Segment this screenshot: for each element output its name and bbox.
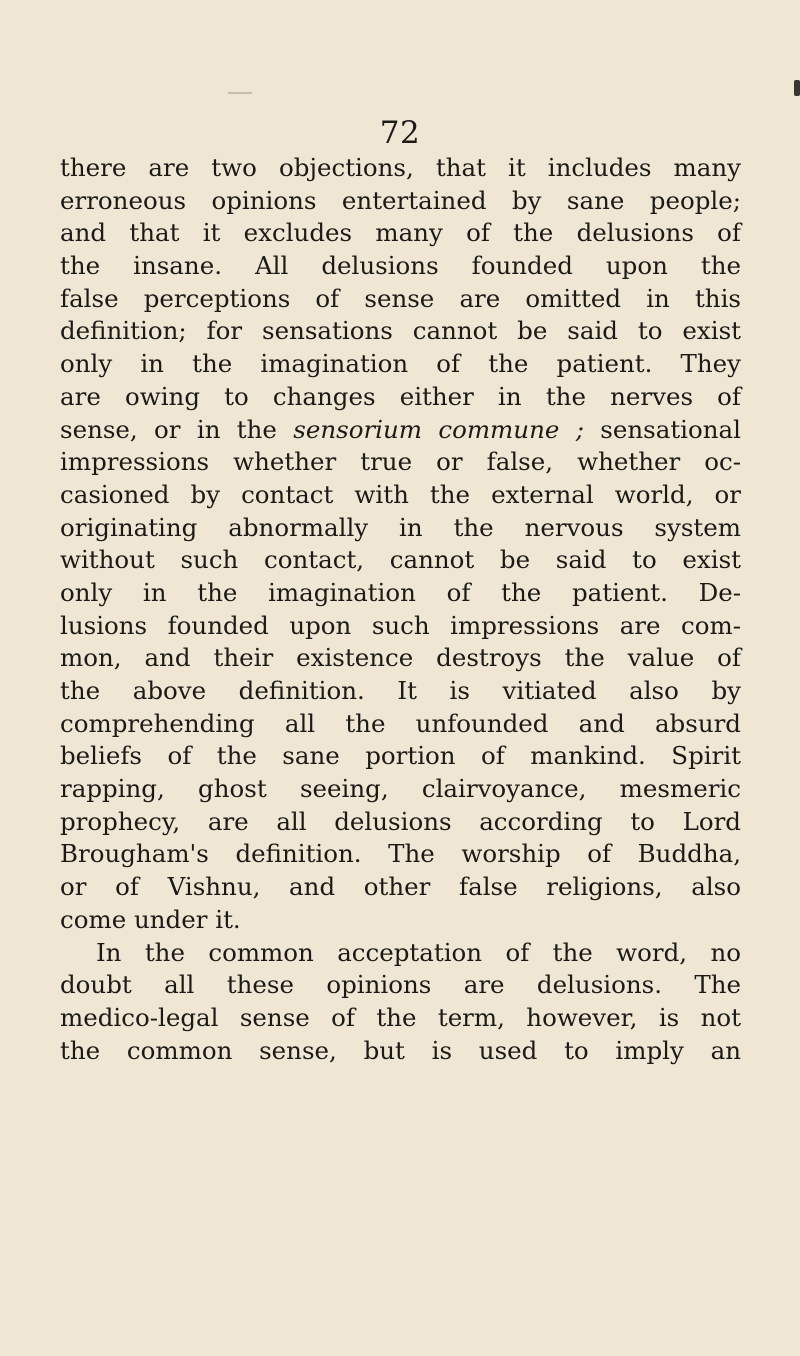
text-line: beliefs of the sane portion of mankind. Spirit xyxy=(60,741,741,771)
text-line: medico-legal sense of the term, however, is not xyxy=(60,1002,741,1032)
text-line: rapping, ghost seeing, clairvoyance, mesmeric xyxy=(60,774,741,804)
text-line: without such contact, cannot be said to exist xyxy=(60,545,741,575)
text-line: the above definition. It is vitiated also by xyxy=(60,676,741,705)
text-line: comprehending all the unfounded and absurd xyxy=(60,708,741,738)
text-line: false perceptions of sense are omitted in this xyxy=(60,283,741,313)
text-line: mon, and their existence destroys the value of xyxy=(60,643,741,673)
text-line: originating abnormally in the nervous system xyxy=(60,512,741,542)
edge-ink-mark xyxy=(794,80,800,96)
text-line: only in the imagination of the patient. De- xyxy=(60,577,741,607)
text-line-mixed xyxy=(60,414,741,447)
text-segment: sense, or in the xyxy=(60,414,277,444)
text-line: or of Vishnu, and other false religions, also xyxy=(60,872,741,902)
text-line: only in the imagination of the patient. They xyxy=(60,349,741,379)
text-line: lusions founded upon such impressions are com- xyxy=(60,610,741,640)
text-line: the insane. All delusions founded upon the xyxy=(60,251,741,281)
body-text xyxy=(60,152,741,1067)
paper-blemish xyxy=(228,92,252,94)
page-number: 72 xyxy=(379,115,421,151)
text-line: doubt all these opinions are delusions. The xyxy=(60,970,741,1000)
text-line: definition; for sensations cannot be said to exist xyxy=(60,316,741,346)
text-line: casioned by contact with the external world, or xyxy=(60,479,741,509)
text-line: Brougham's definition. The worship of Buddha, xyxy=(60,839,741,869)
text-line: there are two objections, that it includes many xyxy=(60,153,741,182)
text-line: erroneous opinions entertained by sane people; xyxy=(60,185,741,215)
text-line-paragraph-start: In the common acceptation of the word, no xyxy=(96,937,741,967)
text-line-paragraph-end: come under it. xyxy=(60,904,241,934)
text-line: are owing to changes either in the nerves of xyxy=(60,381,741,411)
text-line: the common sense, but is used to imply an xyxy=(60,1035,741,1065)
text-segment: sensational xyxy=(600,414,741,444)
text-line: impressions whether true or false, whether oc- xyxy=(60,447,741,477)
latin-term-italic: sensorium commune ; xyxy=(293,414,584,444)
text-line: and that it excludes many of the delusions of xyxy=(60,218,741,248)
text-line: prophecy, are all delusions according to Lord xyxy=(60,806,741,836)
